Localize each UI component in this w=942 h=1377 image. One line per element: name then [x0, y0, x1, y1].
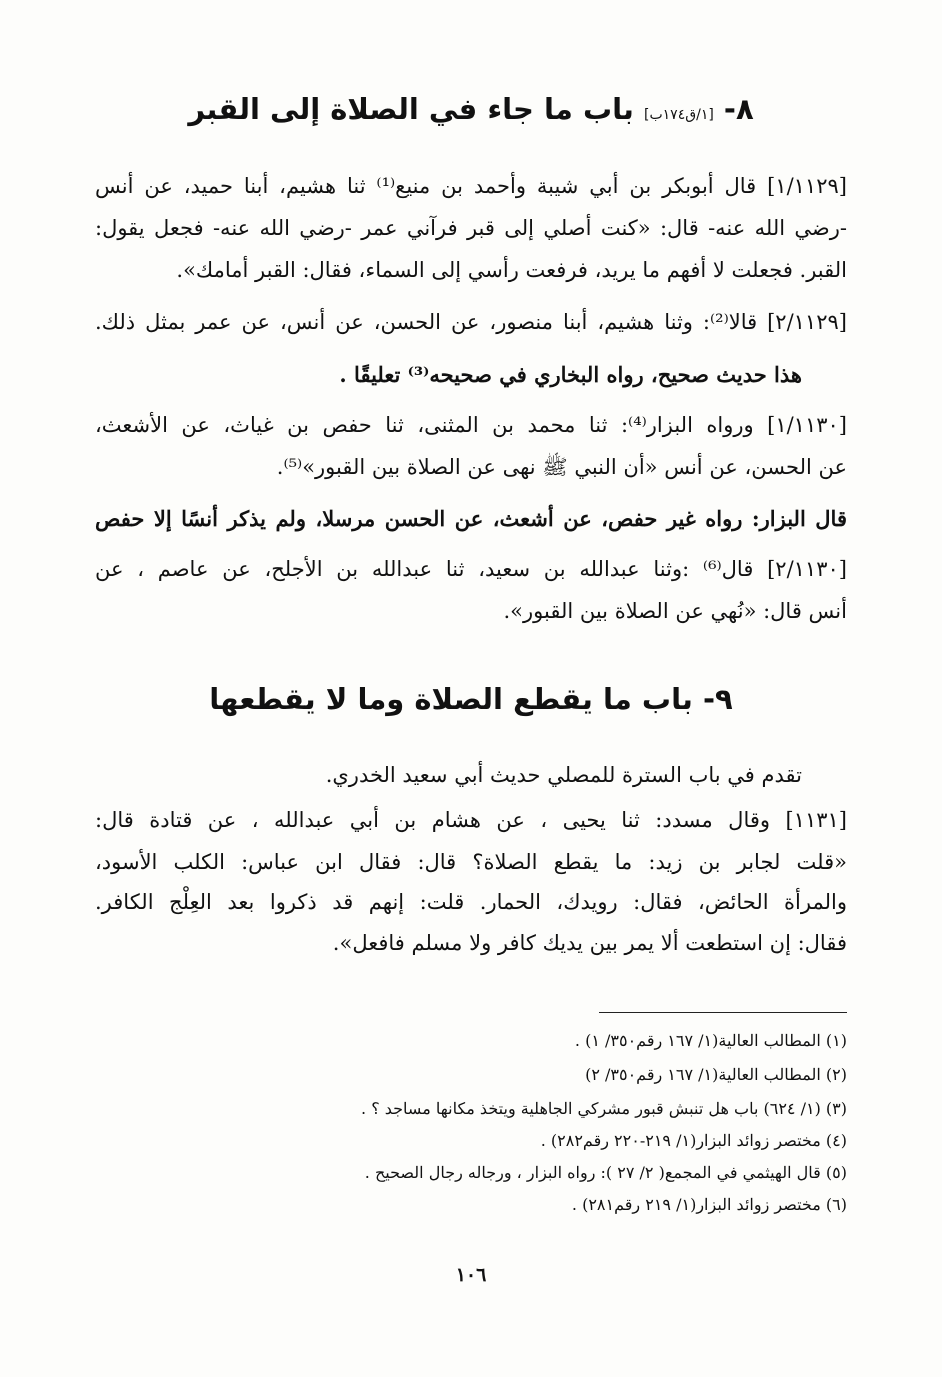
hadith-1131-line-1: [١١٣١] وقال مسدد: ثنا يحيى ، عن هشام بن أبي عبدالله ، عن قتادة قال: [95, 808, 847, 832]
hadith-1130-1-line-2: عن الحسن، عن أنس «أن النبي ﷺ نهى عن الصلاة بين القبور»⁽⁵⁾. [276, 455, 847, 479]
footnote-5: (٥) قال الهيثمي في المجمع( ٢/ ٢٧ ): رواه البزار ، ورجاله رجال الصحيح . [364, 1163, 847, 1182]
hadith-1129-1-line-1: [١/١١٢٩] قال أبوبكر بن أبي شيبة وأحمد بن منيع⁽¹⁾ ثنا هشيم، أبنا حميد، عن أنس [95, 174, 847, 198]
section-8-number: ٨- [723, 92, 754, 126]
hadith-1129-1-line-2: -رضي الله عنه- قال: «كنت أصلي إلى قبر فرآني عمر -رضي الله عنه- فجعل يقول: [95, 216, 847, 240]
grading-line: هذا حديث صحيح، رواه البخاري في صحيحه⁽³⁾ تعليقًا . [339, 362, 802, 387]
section-9-heading [95, 682, 847, 716]
hadith-1131-line-2: «قلت لجابر بن زيد: ما يقطع الصلاة؟ قال: فقال ابن عباس: الكلب الأسود، [95, 850, 847, 874]
hadith-1130-2-line-1: [٢/١١٣٠] قال⁽⁶⁾ :وثنا عبدالله بن سعيد، ثنا عبدالله بن الأجلح، عن عاصم ، عن [95, 557, 847, 581]
hadith-1129-2-line-1: [٢/١١٢٩] قالا⁽²⁾: وثنا هشيم، أبنا منصور، عن الحسن، عن أنس، عن عمر بمثل ذلك. [95, 310, 847, 334]
footnote-3: (٣) (١/ ٦٢٤) باب هل تنبش قبور مشركي الجاهلية ويتخذ مكانها مساجد ؟ . [361, 1099, 847, 1118]
footnote-6: (٦) مختصر زوائد البزار(١/ ٢١٩ رقم٢٨١) . [571, 1195, 847, 1214]
page-number: ١٠٦ [455, 1264, 487, 1286]
section-8-title: باب ما جاء في الصلاة إلى القبر [188, 92, 634, 126]
hadith-1131-line-4: فقال: إن استطعت ألا يمر بين يديك كافر ولا مسلم فافعل». [332, 931, 847, 955]
section-8-manuscript-ref: [١/ق١٧٤ب] [644, 107, 714, 123]
section-9-intro: تقدم في باب السترة للمصلي حديث أبي سعيد الخدري. [325, 763, 802, 787]
hadith-1131-line-3: والمرأة الحائض، فقال: رويدك، الحمار. قلت: إنهم قد ذكروا بعد العِلْج الكافر. [95, 890, 847, 914]
footnote-4: (٤) مختصر زوائد البزار(١/ ٢١٩-٢٢٠ رقم٢٨٢) . [540, 1131, 847, 1150]
section-9-title: باب ما يقطع الصلاة وما لا يقطعها [209, 682, 693, 716]
hadith-1129-1-line-3: القبر. فجعلت لا أفهم ما يريد، فرفعت رأسي إلى السماء، فقال: القبر أمامك». [176, 258, 847, 282]
footnote-separator [599, 1012, 847, 1013]
section-8-heading [95, 92, 847, 126]
hadith-1130-2-line-2: أنس قال: «نُهي عن الصلاة بين القبور». [503, 599, 847, 623]
footnote-2: (٢) المطالب العالية(١/ ١٦٧ رقم٣٥٠/ ٢) [585, 1065, 847, 1084]
section-9-number: ٩- [702, 682, 733, 716]
bazzar-comment-line: قال البزار: رواه غير حفص، عن أشعث، عن الحسن مرسلا، ولم يذكر أنسًا إلا حفص [95, 506, 847, 531]
hadith-1130-1-line-1: [١/١١٣٠] ورواه البزار⁽⁴⁾: ثنا محمد بن المثنى، ثنا حفص بن غياث، عن الأشعث، [95, 413, 847, 437]
footnote-1: (١) المطالب العالية(١/ ١٦٧ رقم٣٥٠/ ١) . [574, 1031, 847, 1050]
